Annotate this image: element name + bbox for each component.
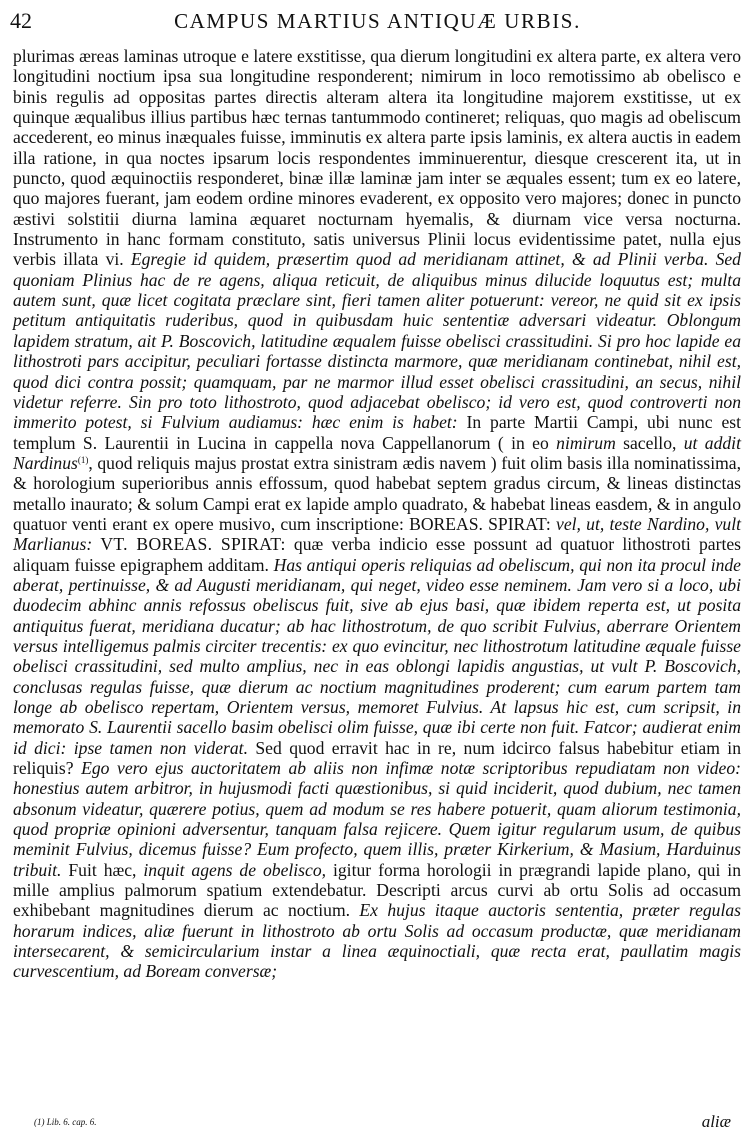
page-number: 42 bbox=[10, 8, 32, 33]
text-segment: plurimas æreas laminas utroque e latere exstitisse, qua dierum longitudini ex altera parte, ex altera vero longitudini noctium ipsa sua longitudine responderent; nimirum in loco remotissimo ab obelisco e binis regulis ad oppositas partes directis alteram altera ita longitudine majorem exstitisse, ut ex quinque æqualibus illius partibus hæc ternas tantummodo contineret; reliquas, quo magis ad obeliscum accederent, eo minus inæquales fuisse, imminutis ex altera parte ipsis laminis, ex altera auctis in eadem illa ratione, in qua noctes ipsarum locis respondentes imminuerentur, diesque crescerent ita, ut in puncto, quod æquinoctiis responderet, binæ illæ laminæ jam inter se æquales essent; tum ex eo latere, quo majores fuerant, jam eodem ordine minores evaderent, ex opposito vero majores; donec in puncto æstivi solstitii diurna lamina æquaret nocturnam hyemalis, & diurnam vice versa nocturna. Instrumento in hanc formam constituto, satis universus Plinii locus evidentissime patet, nulla ejus verbis illata vi. bbox=[13, 46, 741, 270]
footnote-reference: (1) bbox=[77, 454, 89, 465]
footnote: (1) Lib. 6. cap. 6. bbox=[34, 1117, 97, 1127]
main-paragraph bbox=[13, 46, 741, 982]
italic-segment: inquit agens de obelisco, bbox=[143, 859, 327, 880]
inscription-segment: VT. BOREAS. SPIRAT: bbox=[100, 534, 286, 555]
page-header bbox=[0, 6, 755, 36]
quotation-segment: In parte Martii Campi, ubi nunc est templum S. Laurentii in Lucina in cappella nova Cappellanorum ( in eo bbox=[13, 412, 741, 453]
italic-segment: vel, ut, teste Nardino, vult Marlianus: bbox=[13, 513, 741, 555]
italic-segment: Egregie id quidem, præsertim quod ad meridianam attinet, & ad Plinii verba. Sed quoniam Plinius hac de re agens, aliqua reticuit, de aliquibus minus dilucide loquutus est; multa autem sunt, quæ licet cogitata præclare sint, fieri tamen aliter potuerunt: vereor, ne quid sit ex ipsis petitum antiquitatis ruderibus, quod in quibusdam huic sententiæ adversari videatur. Oblongum lapidem stratum, ait P. Boscovich, latitudine æqualem fuisse obelisci crassitudini. Si pro hoc lapide ea lithostroti pars accipitur, peculiari fortasse distincta marmore, quæ meridianam continebat, nihil est, quod dici contra possit; quamquam, par ne marmor illud esset obelisci crassitudini, an secus, nihil videtur referre. Sin pro toto lithostroto, quod adjacebat obelisco; id vero est, quod controverti non immerito potest, si Fulvium audiamus: hæc enim is habet: bbox=[13, 249, 741, 433]
italic-segment: nimirum bbox=[556, 432, 616, 453]
italic-segment: ut addit Nardinus bbox=[13, 432, 741, 473]
text-segment: quæ verba indicio esse possunt ad quatuor lithostroti partes aliquam fuisse epigraphem additam. bbox=[13, 534, 741, 575]
italic-segment: Has antiqui operis reliquias ad obeliscum, qui non ita procul inde aberat, pertinuisse, & ad Augusti meridianam, qui neget, video esse neminem. Jam vero si a loco, ubi duodecim abhinc annis refossus obeliscus fuit, sive ab ejus basi, quæ ibidem reperta est, ut posita antiquitus fuerat, meridiana ducatur; ab hac lithostrotum, de quo scribit Fulvius, aberrare Orientem versus intelligemus palmis circiter trecentis: ex quo evincitur, nec lithostrotum latitudine æquale fuisse obelisci crassitudini, sed multo amplius, nec in eas oblongi lapidis angustias, ut vult P. Boscovich, conclusas regulas fuisse, quæ dierum ac noctium magnitudines proderent; cum earum partem tam longe ab obelisco repertam, Orientem versus, memoret Fulvius. At lapsus hic est, cum scripsit, in memorato S. Laurentii sacello basim obelisci olim fuisse, quæ ibi certe non fuit. Fatcor; audierat enim id dici: ipse tamen non viderat. bbox=[13, 554, 741, 758]
quotation-segment: , quod reliquis majus prostat extra sinistram ædis navem ) fuit olim basis illa nominatissima, & horologium superioribus annis effossum, quod habebat septem gradus circum, & lineas distinctas metallo inaurato; & solum Campi erat ex lapide amplo quadrato, & habebat lineas easdem, & in angulo quatuor venti erant ex opere musivo, cum inscriptione: BOREAS. SPIRAT: bbox=[13, 452, 741, 534]
running-title: CAMPUS MARTIUS ANTIQUÆ URBIS. bbox=[174, 9, 581, 33]
italic-segment: Ego vero ejus auctoritatem ab aliis non infimæ notæ scriptoribus repudiatam non video: honestius autem arbitror, in hujusmodi facti quæstionibus, si quid inciderit, quod dubium, nec tamen absonum videatur, quærere potius, quem ad modum se res habere potuerit, quam aliorum testimonia, quod propriæ opinioni adversentur, tanquam falsa rejicere. bbox=[13, 758, 741, 840]
quotation-segment: Fuit hæc, bbox=[68, 859, 137, 880]
catchword: aliæ bbox=[701, 1112, 731, 1131]
quotation-segment: sacello, bbox=[623, 432, 677, 453]
text-segment: Sed quod erravit hac in re, num idcirco falsus habebitur etiam in reliquis? bbox=[13, 737, 741, 779]
quotation-segment: igitur forma horologii in prægrandi lapide plano, qui in mille amplius palmorum spatium extendebatur. Descripti arcus curvi ab ortu Solis ad occasum exhibebant magnitudines dierum ac noctium. bbox=[13, 859, 741, 921]
body-text bbox=[13, 46, 741, 982]
italic-segment: Quem igitur regularum usum, de quibus meminit Fulvius, dicemus fuisse? Eum profecto, quem illis, præter Kirkerium, & Masium, Harduinus tribuit. bbox=[13, 819, 741, 880]
italic-segment: Ex hujus itaque auctoris sententia, præter regulas horarum indices, aliæ fuerunt in lithostroto ab ortu Solis ad occasum productæ, quæ meridianam intersecarent, & semicircularium instar a linea æquinoctiali, quæ recta erat, paullatim magis curvescentium, ad Boream conversæ; bbox=[13, 900, 742, 982]
